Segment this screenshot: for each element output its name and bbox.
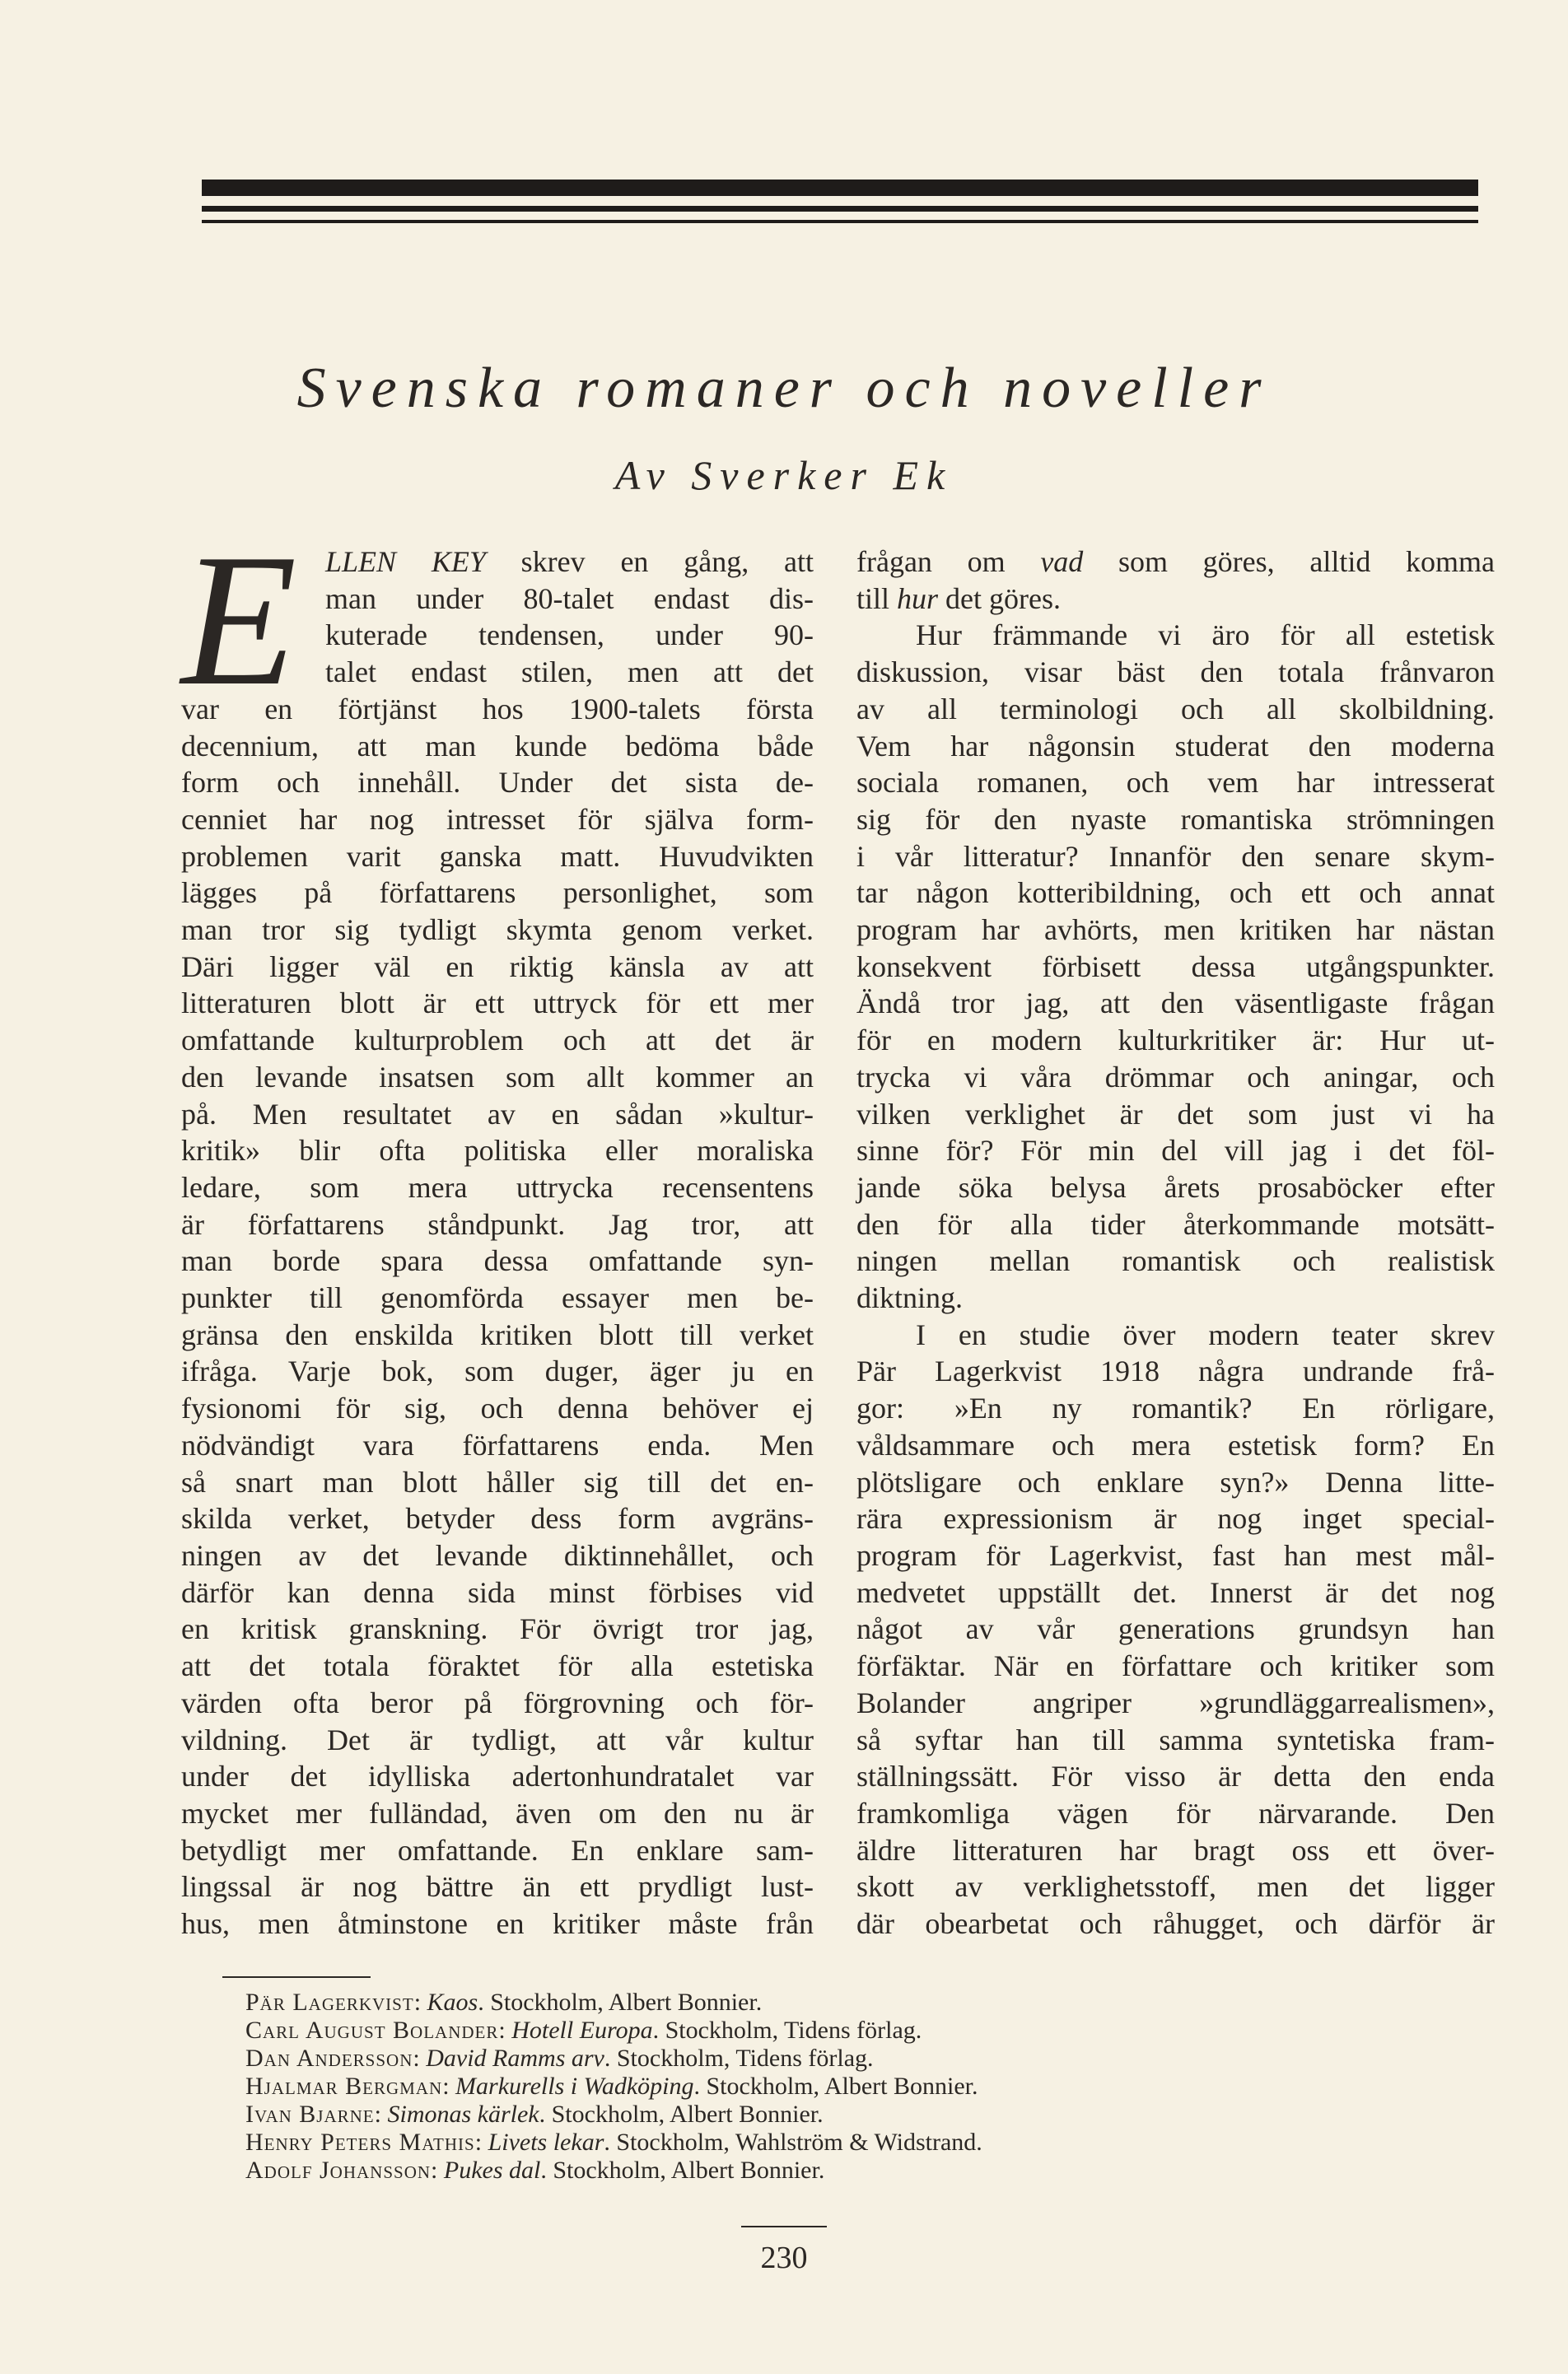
- text-line: en kritisk granskning. För övrigt tror jag,: [181, 1612, 814, 1646]
- text-line: vildning. Det är tydligt, att vår kultur: [181, 1723, 814, 1756]
- bibliography: [245, 1989, 982, 2185]
- text-line: sociala romanen, och vem har intresserat: [856, 766, 1495, 800]
- bibliography-entry: Hjalmar Bergman: Markurells i Wadköping. Stockholm, Albert Bonnier.: [245, 2073, 978, 2100]
- text-line: diskussion, visar bäst den totala frånvaron: [856, 655, 1495, 689]
- text-line: så syftar han till samma syntetiska fram-: [856, 1723, 1495, 1756]
- text-line: därför kan denna sida minst förbises vid: [181, 1575, 814, 1609]
- text-line: ningen av det levande diktinnehållet, och: [181, 1538, 814, 1572]
- bibliography-entry: Adolf Johansson: Pukes dal. Stockholm, Albert Bonnier.: [245, 2157, 825, 2184]
- text-line: på. Men resultatet av en sådan »kultur-: [181, 1097, 814, 1131]
- text-line: under det idylliska adertonhundratalet var: [181, 1760, 814, 1793]
- text-line: Ändå tror jag, att den väsentligaste frågan: [856, 986, 1495, 1020]
- text-line: man under 80-talet endast dis-: [325, 581, 814, 615]
- text-line: framkomliga vägen för närvarande. Den: [856, 1796, 1495, 1830]
- text-line: av all terminologi och all skolbildning.: [856, 692, 1495, 725]
- text-line: att det totala föraktet för alla estetiska: [181, 1649, 814, 1683]
- text-line: något av vår generations grundsyn han: [856, 1612, 1495, 1646]
- text-line: rära expressionism är nog inget special-: [856, 1502, 1495, 1536]
- text-line: plötsligare och enklare syn?» Denna litte-: [856, 1465, 1495, 1499]
- text-line: till hur det göres.: [856, 581, 1061, 615]
- text-line: lingssal är nog bättre än ett prydligt lust-: [181, 1870, 814, 1904]
- text-line: program har avhörts, men kritiken har nästan: [856, 913, 1495, 947]
- text-line: omfattande kulturproblem och att det är: [181, 1024, 814, 1057]
- text-line: förfäktar. När en författare och kritiker som: [856, 1649, 1495, 1683]
- text-line: gränsa den enskilda kritiken blott till verket: [181, 1318, 814, 1351]
- drop-cap: E: [181, 515, 297, 725]
- text-line: våldsammare och mera estetisk form? En: [856, 1428, 1495, 1462]
- text-line: konsekvent förbisett dessa utgångspunkter.: [856, 949, 1495, 983]
- emphasis-vad: vad: [1040, 545, 1084, 578]
- bibliography-entry: Ivan Bjarne: Simonas kärlek. Stockholm, Albert Bonnier.: [245, 2101, 824, 2128]
- text-line: kuterade tendensen, under 90-: [325, 618, 814, 652]
- text-line: sig för den nyaste romantiska strömningen: [856, 802, 1495, 836]
- header-rule-thin: [202, 220, 1478, 223]
- text-line: äldre litteraturen har bragt oss ett över-: [856, 1833, 1495, 1867]
- first-word: LLEN KEY: [325, 545, 486, 578]
- text-line: diktning.: [856, 1281, 964, 1315]
- text-line: så snart man blott håller sig till det en-: [181, 1465, 814, 1499]
- text-line: litteraturen blott är ett uttryck för ett mer: [181, 986, 814, 1020]
- bibliography-entry: Henry Peters Mathis: Livets lekar. Stockholm, Wahlström & Widstrand.: [245, 2129, 982, 2156]
- text-line: medvetet uppställt det. Innerst är det nog: [856, 1575, 1495, 1609]
- text-line: lägges på författarens personlighet, som: [181, 876, 814, 910]
- article-byline: Av Sverker Ek: [614, 452, 954, 498]
- text-line: Vem har någonsin studerat den moderna: [856, 729, 1495, 763]
- text-line: Bolander angriper »grundläggarrealismen»,: [856, 1686, 1495, 1719]
- text-line: skott av verklighetsstoff, men det ligger: [856, 1870, 1495, 1904]
- text-line: Däri ligger väl en riktig känsla av att: [181, 949, 814, 983]
- text-line: betydligt mer omfattande. En enklare sam-: [181, 1833, 814, 1867]
- text-line: sinne för? För min del vill jag i det föl-: [856, 1134, 1495, 1168]
- text-line: ifråga. Varje bok, som duger, äger ju en: [181, 1355, 814, 1388]
- text-line: program för Lagerkvist, fast han mest mål-: [856, 1538, 1495, 1572]
- text-line: den för alla tider återkommande motsätt-: [856, 1207, 1495, 1241]
- bibliography-entry: Dan Andersson: David Ramms arv. Stockholm, Tidens förlag.: [245, 2045, 874, 2072]
- text-line: cenniet har nog intresset för själva form-: [181, 802, 814, 836]
- text-line: form och innehåll. Under det sista de-: [181, 766, 814, 800]
- text-line: ledare, som mera uttrycka recensentens: [181, 1170, 814, 1204]
- text-line: punkter till genomförda essayer men be-: [181, 1281, 814, 1315]
- header-rules: [202, 180, 1478, 223]
- text-line: trycka vi våra drömmar och aningar, och: [856, 1060, 1495, 1094]
- text-line: hus, men åtminstone en kritiker måste från: [181, 1907, 814, 1941]
- text-line: ningen mellan romantisk och realistisk: [856, 1244, 1495, 1278]
- text-line: jande söka belysa årets prosaböcker efter: [856, 1170, 1495, 1204]
- text-line: skilda verket, betyder dess form avgräns-: [181, 1502, 814, 1536]
- text-line: värden ofta beror på förgrovning och för-: [181, 1686, 814, 1719]
- text-line: I en studie över modern teater skrev: [916, 1318, 1495, 1351]
- text-line: Hur främmande vi äro för all estetisk: [916, 618, 1495, 652]
- text-line: Pär Lagerkvist 1918 några undrande frå-: [856, 1355, 1495, 1388]
- bibliography-rule: [222, 1976, 371, 1978]
- text-line: var en förtjänst hos 1900-talets första: [181, 692, 814, 725]
- text-line: decennium, att man kunde bedöma både: [181, 729, 814, 763]
- text-line: man tror sig tydligt skymta genom verket.: [181, 913, 814, 947]
- text-line: nödvändigt vara författarens enda. Men: [181, 1428, 814, 1462]
- text-line: för en modern kulturkritiker är: Hur ut-: [856, 1024, 1495, 1057]
- bibliography-entry: Carl August Bolander: Hotell Europa. Stockholm, Tidens förlag.: [245, 2017, 922, 2044]
- text-line: LLEN KEY skrev en gång, att: [325, 545, 814, 578]
- text-line: i vår litteratur? Innanför den senare skym-: [856, 839, 1495, 873]
- text-line: frågan om vad som göres, alltid komma: [856, 545, 1495, 578]
- article-title: Svenska romaner och noveller: [296, 357, 1272, 420]
- text-line: fysionomi för sig, och denna behöver ej: [181, 1392, 814, 1425]
- text-line: talet endast stilen, men att det: [325, 655, 814, 689]
- emphasis-hur: hur: [897, 581, 939, 615]
- bibliography-entry: Pär Lagerkvist: Kaos. Stockholm, Albert Bonnier.: [245, 1989, 763, 2016]
- right-column: [856, 543, 1495, 1943]
- text-line: kritik» blir ofta politiska eller moraliska: [181, 1134, 814, 1168]
- text-line: man borde spara dessa omfattande syn-: [181, 1244, 814, 1278]
- left-column: [181, 543, 814, 1943]
- text-line: vilken verklighet är det som just vi ha: [856, 1097, 1495, 1131]
- header-rule-thick: [202, 180, 1478, 196]
- text-line: mycket mer fulländad, även om den nu är: [181, 1796, 814, 1830]
- text-line: den levande insatsen som allt kommer an: [181, 1060, 814, 1094]
- text-line: tar någon kotteribildning, och ett och annat: [856, 876, 1495, 910]
- text-line: där obearbetat och råhugget, och därför är: [856, 1907, 1495, 1941]
- page-number-rule: [741, 2226, 827, 2227]
- page-number: 230: [760, 2241, 808, 2275]
- text-line: ställningssätt. För visso är detta den enda: [856, 1760, 1495, 1793]
- text-line: gor: »En ny romantik? En rörligare,: [856, 1392, 1495, 1425]
- text-line: är författarens ståndpunkt. Jag tror, att: [181, 1207, 814, 1241]
- header-rule-medium: [202, 206, 1478, 212]
- text-line: problemen varit ganska matt. Huvudvikten: [181, 839, 814, 873]
